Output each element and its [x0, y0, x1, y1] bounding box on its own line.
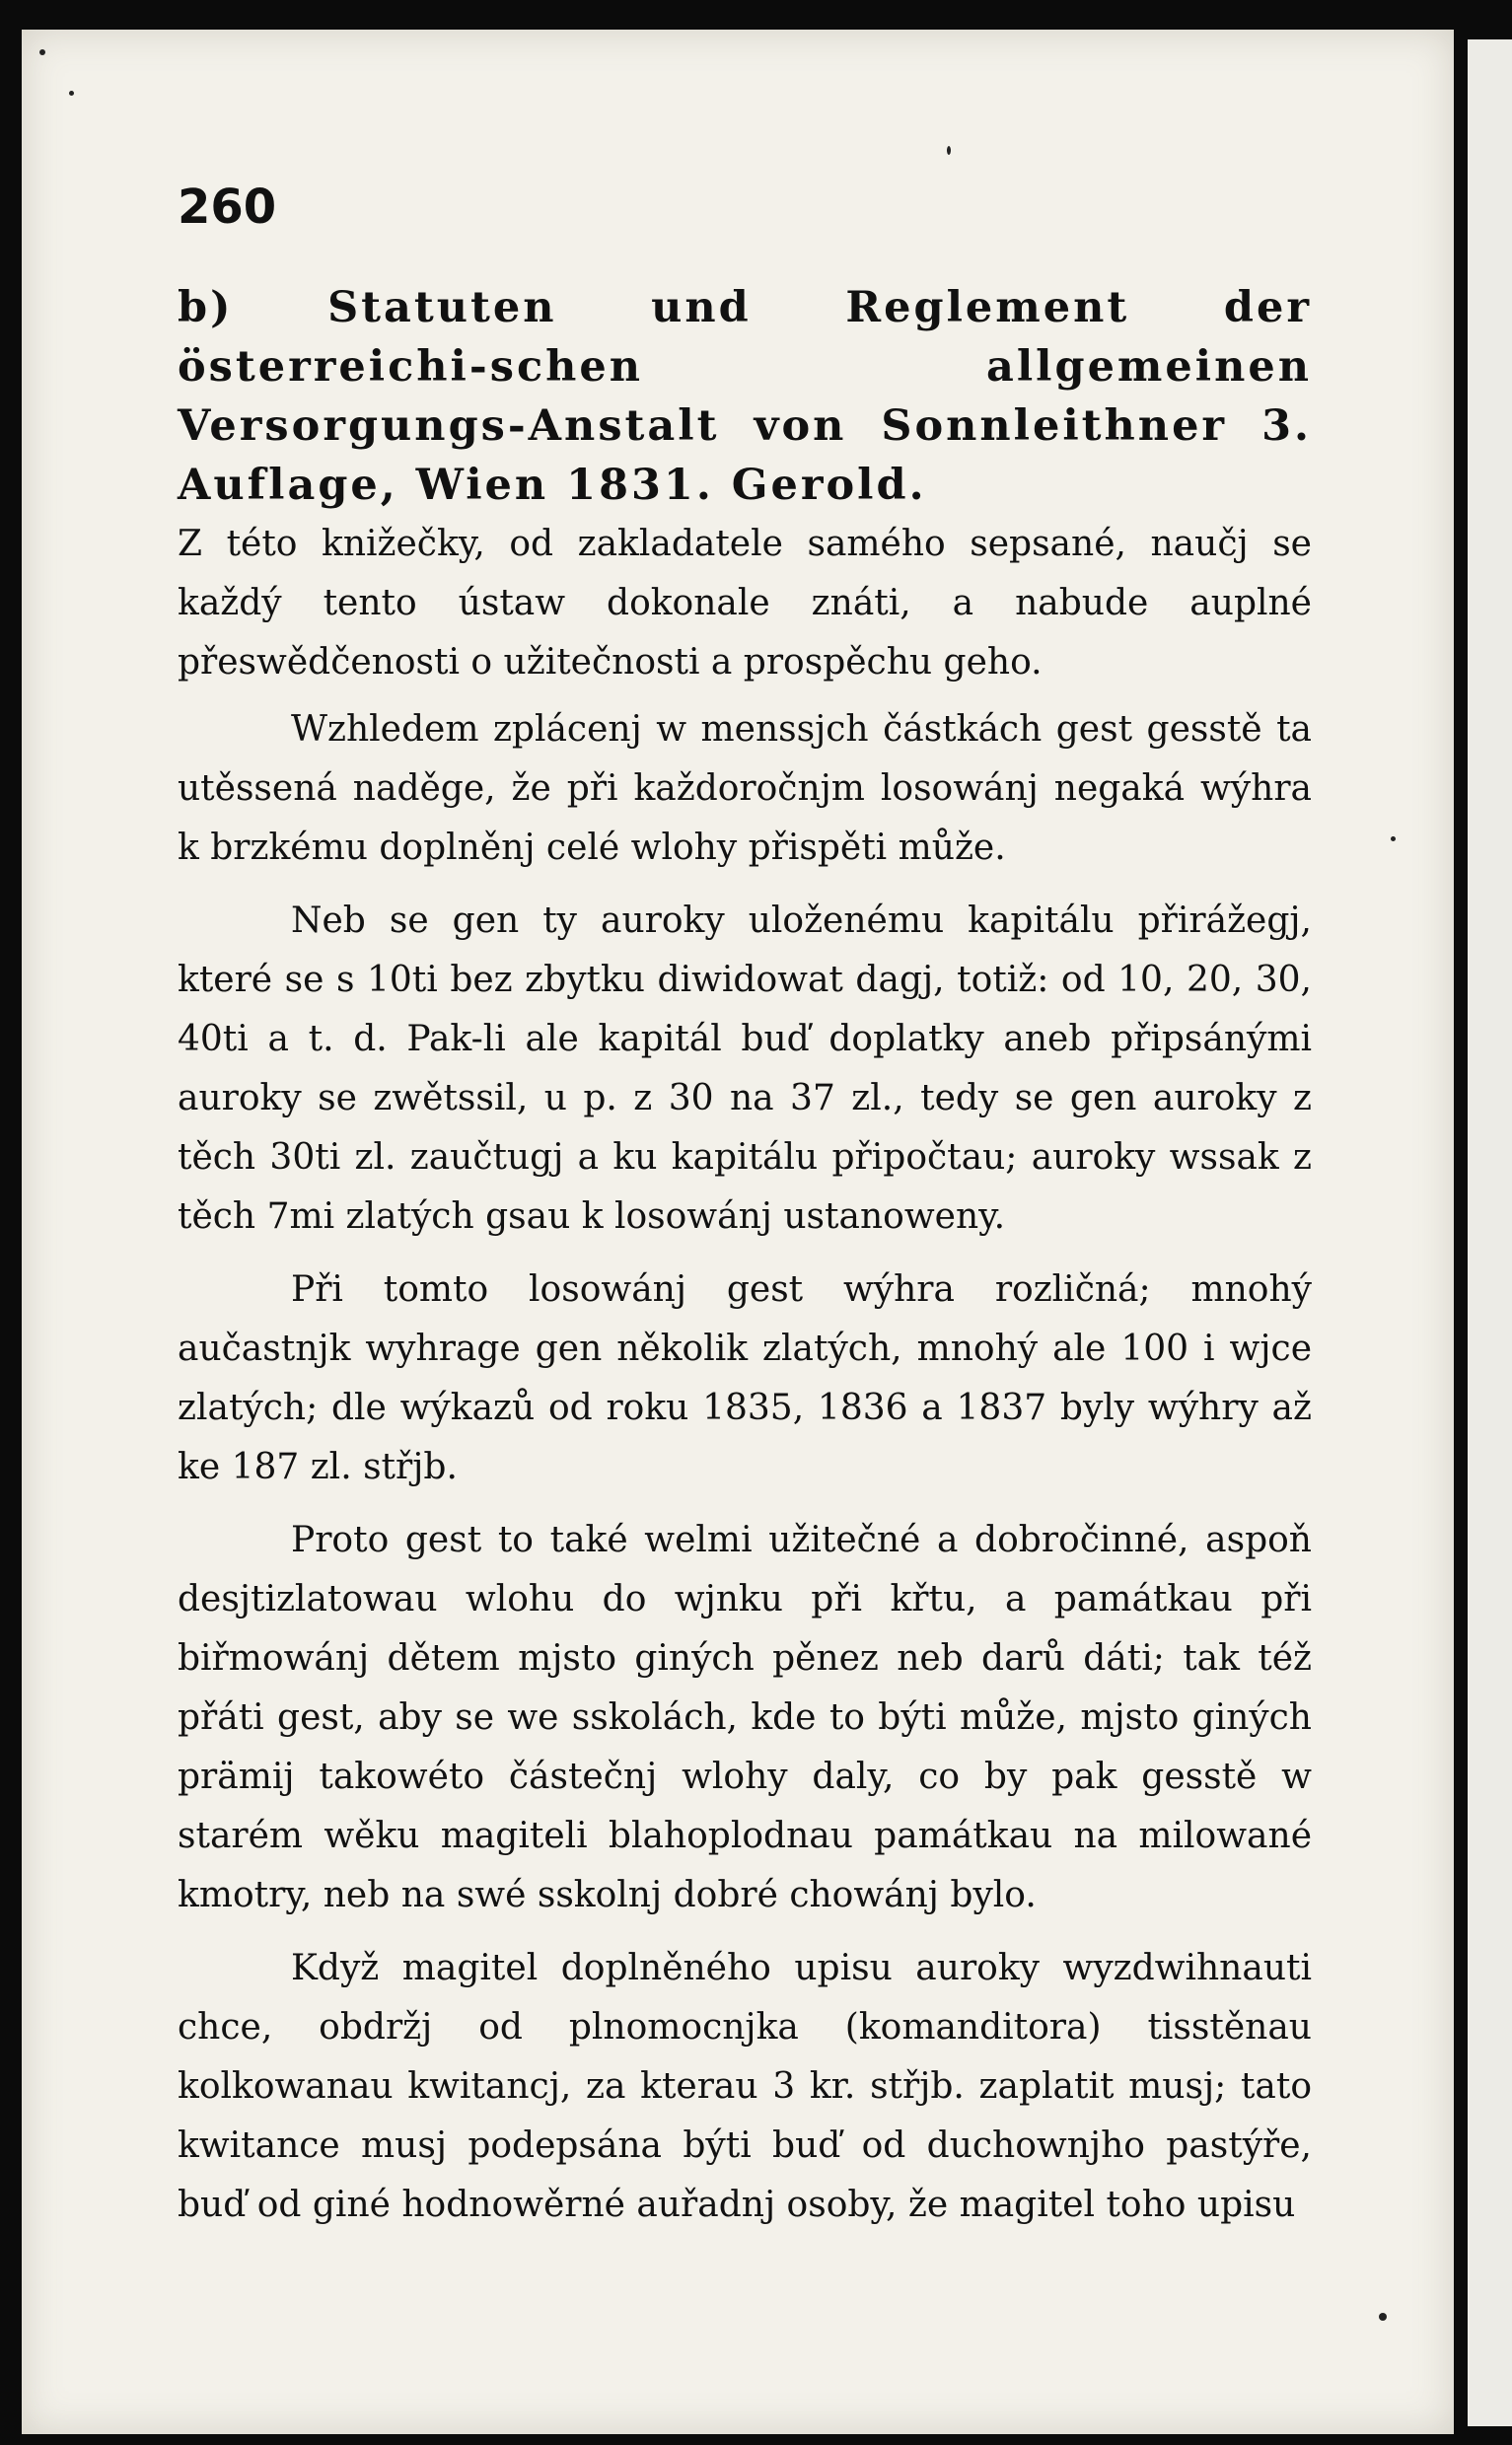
page-number: 260 [178, 180, 277, 235]
scan-speck [69, 91, 74, 96]
scan-speck [1379, 2313, 1387, 2321]
scan-speck [947, 146, 951, 155]
page-text [178, 278, 1312, 2235]
section-heading: b) Statuten und Reglement der österreichi-schen allgemeinen Versorgungs-Anstalt von Sonnleithner 3. Auflage, Wien 1831. Gerold. [178, 283, 1312, 510]
paragraph: Proto gest to také welmi užitečné a dobročinné, aspoň desjtizlatowau wlohu do wjnku při křtu, a památkau při biřmowánj dětem mjsto giných pěnez neb darů dáti; tak též přáti gest, aby se we sskolách, kde to býti může, mjsto giných prämij takowéto částečnj wlohy daly, co by pak gesstě w starém wěku magiteli blahoplodnau památkau na milowané kmotry, neb na swé sskolnj dobré chowánj bylo. [178, 1520, 1312, 1915]
adjacent-page-edge [1468, 39, 1512, 2426]
paragraph: Z této knižečky, od zakladatele samého sepsané, naučj se každý tento ústaw dokonale znáti, a nabude auplné přeswědčenosti o užitečnosti a prospěchu geho. [178, 524, 1312, 683]
paragraph: Když magitel doplněného upisu auroky wyzdwihnauti chce, obdržj od plnomocnjka (komanditora) tisstěnau kolkowanau kwitancj, za kterau 3 kr. střjb. zaplatit musj; tato kwitance musj podepsána býti buď od duchownjho pastýře, buď od giné hodnowěrné auřadnj osoby, že magitel toho upisu [178, 1948, 1312, 2225]
paragraph: Při tomto losowánj gest wýhra rozličná; mnohý aučastnjk wyhrage gen několik zlatých, mnohý ale 100 i wjce zlatých; dle wýkazů od roku 1835, 1836 a 1837 byly wýhry až ke 187 zl. střjb. [178, 1269, 1312, 1487]
paragraph: Wzhledem zplácenj w menssjch částkách gest gesstě ta utěssená naděge, že při každoročnjm losowánj negaká wýhra k brzkému doplněnj celé wlohy přispěti může. [178, 709, 1312, 868]
paragraph: Neb se gen ty auroky uloženému kapitálu přirážegj, které se s 10ti bez zbytku diwidowat dagj, totiž: od 10, 20, 30, 40ti a t. d. Pak-li ale kapitál buď doplatky aneb připsánými auroky se zwětssil, u p. z 30 na 37 zl., tedy se gen auroky z těch 30ti zl. zaučtugj a ku kapitálu připočtau; auroky wssak z těch 7mi zlatých gsau k losowánj ustanoweny. [178, 900, 1312, 1237]
scan-speck [39, 49, 45, 55]
scan-speck [1391, 836, 1396, 841]
